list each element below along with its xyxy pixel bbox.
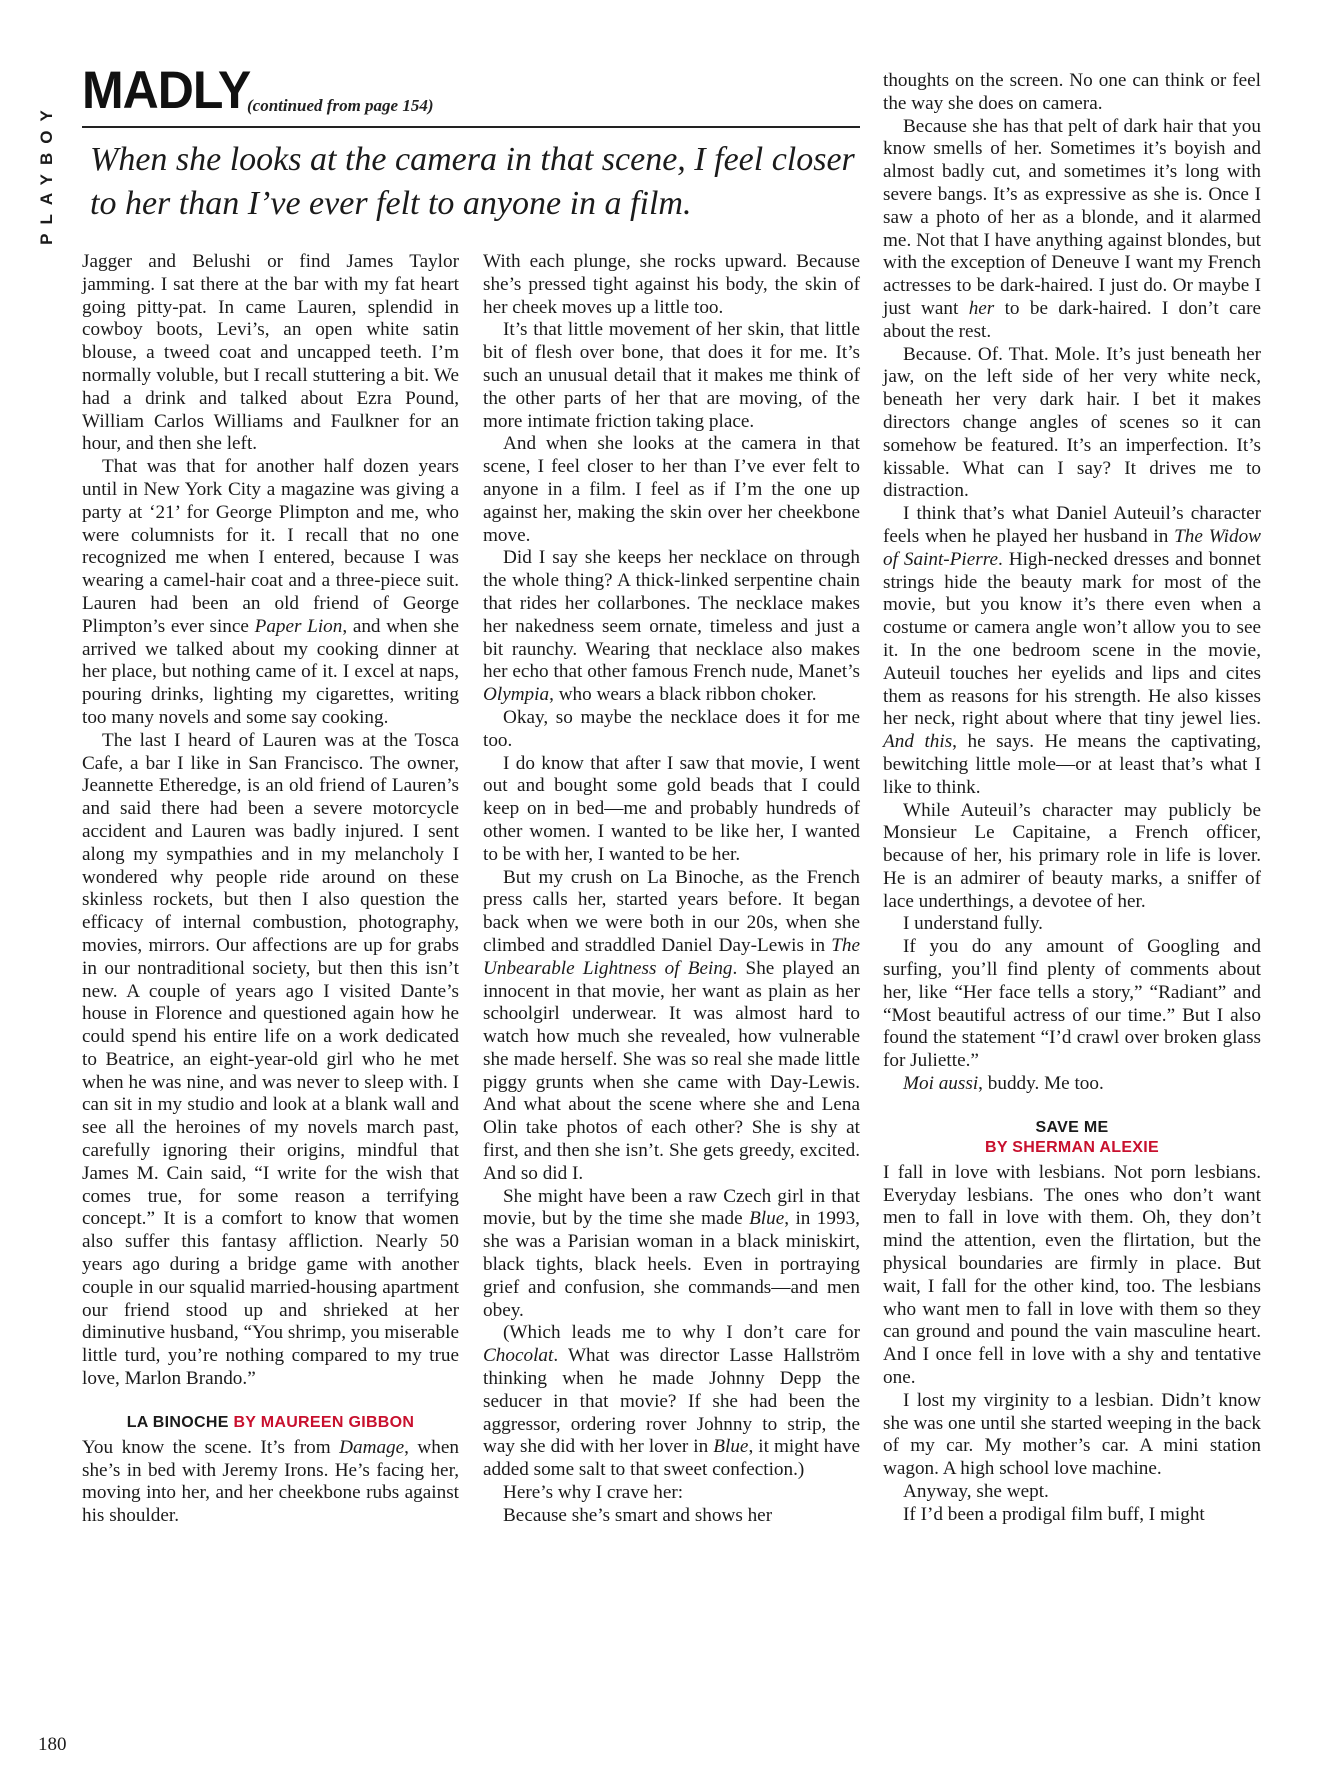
emphasis: her	[968, 297, 995, 319]
section-heading	[82, 1413, 459, 1433]
paragraph: She might have been a raw Czech girl in that movie, but by the time she made Blue, in 1993, she was a Parisian woman in a black miniskirt, black tights, black heels. Even in portraying grief and confusion, she commands—and men obey.	[483, 1185, 860, 1321]
section-title: LA BINOCHE	[126, 1413, 229, 1431]
paragraph: (Which leads me to why I don’t care for Chocolat. What was director Lasse Hallström thinking when he made Johnny Depp the seducer in that movie? If she had been the aggressor, ordering rover Johnny to strip, the way she did with her lover in Blue, it might have added some salt to that sweet confection.)	[483, 1322, 860, 1481]
section-title: SAVE ME	[1035, 1118, 1109, 1136]
paragraph: It’s that little movement of her skin, that little bit of flesh over bone, that does it for me. It’s such an unusual detail that it makes me think of the other parts of her that are moving, of the more intimate friction taking place.	[483, 319, 860, 432]
continued-from-note: (continued from page 154)	[247, 96, 434, 115]
paragraph: Because she’s smart and shows her	[503, 1504, 773, 1526]
paragraph: If I’d been a prodigal film buff, I might	[903, 1503, 1205, 1525]
film-title: The Widow of Saint-Pierre	[883, 525, 1261, 570]
paragraph: Anyway, she wept.	[903, 1481, 1049, 1503]
paragraph: While Auteuil’s character may publicly be Monsieur Le Capitaine, a French officer, because of her, his primary role in life is lover. He is an admirer of beauty marks, a sniffer of lace underthings, a devotee of her.	[883, 799, 1261, 912]
book-title: Paper Lion	[254, 615, 343, 637]
paragraph: I lost my virginity to a lesbian. Didn’t know she was one until she started weeping in the back of my car. My mother’s car. A mini station wagon. A high school love machine.	[883, 1389, 1261, 1480]
paragraph: Here’s why I crave her:	[503, 1482, 684, 1504]
paragraph: The last I heard of Lauren was at the Tosca Cafe, a bar I like in San Francisco. The owner, Jeannette Etheredge, is an old friend of Lauren’s and said there had been a severe motorcycle accident and Lauren was badly injured. I sent along my sympathies and in my melancholy I wondered why people ride around on these skinless rockets, but then I also question the efficacy of internal combustion, photography, movies, mirrors. Our affections are up for grabs in our nontraditional society, but then this isn’t new. A couple of years ago I visited Dante’s house in Florence and questioned again how he could spend his entire life on a work dedicated to Beatrice, an eight-year-old girl who he met when he was nine, and was never to sleep with. I can sit in my studio and look at a blank wall and see all the heroines of my novels march past, carefully ignoring their origins, mindful that James M. Cain said, “I write for the wish that comes true, for some reason a terrifying concept.” It is a comfort to know that women also suffer this fantasy affliction. Nearly 50 years ago during a bridge game with another couple in our squalid married-housing apartment our friend stood up and shrieked at her diminutive husband, “You shrimp, you miserable little turd, you’re nothing compared to my true love, Marlon Brando.”	[82, 729, 459, 1390]
paragraph: Did I say she keeps her necklace on through the whole thing? A thick-linked serpentine chain that rides her collarbones. The necklace makes her nakedness seem ornate, timeless and just a bit raunchy. Wearing that necklace also makes her echo that other famous French nude, Manet’s Olympia, who wears a black ribbon choker.	[483, 547, 860, 706]
byline: BY SHERMAN ALEXIE	[984, 1138, 1159, 1156]
artwork-title: Olympia	[483, 684, 550, 706]
paragraph: Jagger and Belushi or find James Taylor jamming. I sat there at the bar with my fat heart going pitty-pat. In came Lauren, splendid in cowboy boots, Levi’s, an open white satin blouse, a tweed coat and uncapped teeth. I’m normally voluble, but I recall stuttering a bit. We had a drink and talked about Ezra Pound, William Carlos Williams and Faulkner for an hour, and then she left.	[82, 251, 459, 455]
article-header	[82, 62, 860, 128]
page-number: 180	[38, 1734, 67, 1755]
paragraph: thoughts on the screen. No one can think or feel the way she does on camera.	[883, 70, 1261, 114]
paragraph: If you do any amount of Googling and surfing, you’ll find plenty of comments about her, like “Her face tells a story,” “Radiant” and “Most beautiful actress of our time.” But I also found the statement “I’d crawl over broken glass for Juliette.”	[883, 936, 1261, 1072]
paragraph: I think that’s what Daniel Auteuil’s character feels when he played her husband in The Widow of Saint-Pierre. High-necked dresses and bonnet strings hide the beauty mark for most of the movie, but you know it’s there even when a costume or camera angle won’t allow you to see it. In the one bedroom scene in the movie, Auteuil touches her eyelids and lips and cites them as reasons for his strength. He also kisses her neck, right about where that tiny jewel lies. And this, he says. He means the captivating, bewitching little mole—or at least that’s what I like to think.	[883, 503, 1261, 798]
byline: BY MAUREEN GIBBON	[233, 1413, 415, 1431]
film-title: Chocolat	[483, 1345, 554, 1367]
film-title: Damage	[339, 1436, 405, 1458]
emphasis: Moi aussi	[903, 1073, 979, 1095]
paragraph: With each plunge, she rocks upward. Because she’s pressed tight against his body, the skin of her cheek moves up a little too.	[483, 251, 860, 318]
magazine-name: PLAYBOY	[37, 100, 56, 245]
text-column-1	[82, 251, 459, 1528]
paragraph: Moi aussi, buddy. Me too.	[903, 1073, 1104, 1095]
film-title: The Unbearable Lightness of Being	[483, 934, 860, 979]
film-title: Blue	[749, 1208, 785, 1230]
paragraph: You know the scene. It’s from Damage, when she’s in bed with Jeremy Irons. He’s facing her, moving into her, and her cheekbone rubs against his shoulder.	[82, 1436, 459, 1527]
paragraph: I understand fully.	[903, 913, 1043, 935]
paragraph: But my crush on La Binoche, as the French press calls her, started years before. It began back when we were both in our 20s, when she climbed and straddled Daniel Day-Lewis in The Unbearable Lightness of Being. She played an innocent in that movie, her want as plain as her schoolgirl underwear. It was almost hard to watch how much she revealed, how vulnerable she made herself. She was so real she made little piggy grunts when she came with Day-Lewis. And what about the scene where she and Lena Olin take photos of each other? She is shy at first, and then she isn’t. She gets greedy, excited. And so did I.	[483, 866, 860, 1184]
text-column-2	[483, 251, 860, 1528]
paragraph: I fall in love with lesbians. Not porn lesbians. Everyday lesbians. The ones who don’t want men to fall in love with them. Oh, they don’t mind the attention, even the flirtation, but the physical boundaries are firmly in place. But wait, I fall for the other kind, too. The lesbians who want men to fall in love with them so they can ground and pound the vain masculine heart. And I once fell in love with a shy and tentative one.	[883, 1161, 1261, 1389]
section-heading	[883, 1118, 1261, 1158]
film-title: Blue	[713, 1436, 749, 1458]
paragraph: Okay, so maybe the necklace does it for me too.	[483, 706, 860, 751]
paragraph: That was that for another half dozen years until in New York City a magazine was giving a party at ‘21’ for George Plimpton and me, who were columnists for it. I recall that no one recognized me when I entered, because I was wearing a camel-hair coat and a three-piece suit. Lauren had been an old friend of George Plimpton’s ever since Paper Lion, and when she arrived we talked about my cooking dinner at her place, but nothing came of it. I excel at naps, pouring drinks, lighting my cigarettes, writing too many novels and some say cooking.	[82, 456, 459, 728]
paragraph: I do know that after I saw that movie, I went out and bought some gold beads that I could keep on in bed—me and probably hundreds of other women. I wanted to be like her, I wanted to be with her, I wanted to be her.	[483, 752, 860, 865]
emphasis: And this	[883, 731, 953, 753]
paragraph: And when she looks at the camera in that scene, I feel closer to her than I’ve ever felt to anyone in a film. I feel as if I’m the one up against her, making the skin over her cheekbone move.	[483, 433, 860, 546]
paragraph: Because she has that pelt of dark hair that you know smells of her. Sometimes it’s boyish and almost badly cut, and sometimes it’s long with severe bangs. It’s as expressive as she is. Once I saw a photo of her as a blonde, and it alarmed me. Not that I have anything against blondes, but with the exception of Deneuve I want my French actresses to be dark-haired. I just do. Or maybe I just want her to be dark-haired. I don’t care about the rest.	[883, 115, 1261, 342]
article-kicker: MADLY	[82, 60, 251, 120]
text-column-3	[883, 70, 1261, 1527]
magazine-sidebar-label	[36, 70, 58, 275]
paragraph: Because. Of. That. Mole. It’s just beneath her jaw, on the left side of her very white neck, beneath her very dark hair. I bet it makes directors change angles of scenes so it can somehow be featured. It’s an imperfection. It’s kissable. What can I say? It drives me to distraction.	[883, 343, 1261, 502]
pull-quote: When she looks at the camera in that scene, I feel closer to her than I’ve ever felt to anyone in a film.	[90, 141, 855, 222]
